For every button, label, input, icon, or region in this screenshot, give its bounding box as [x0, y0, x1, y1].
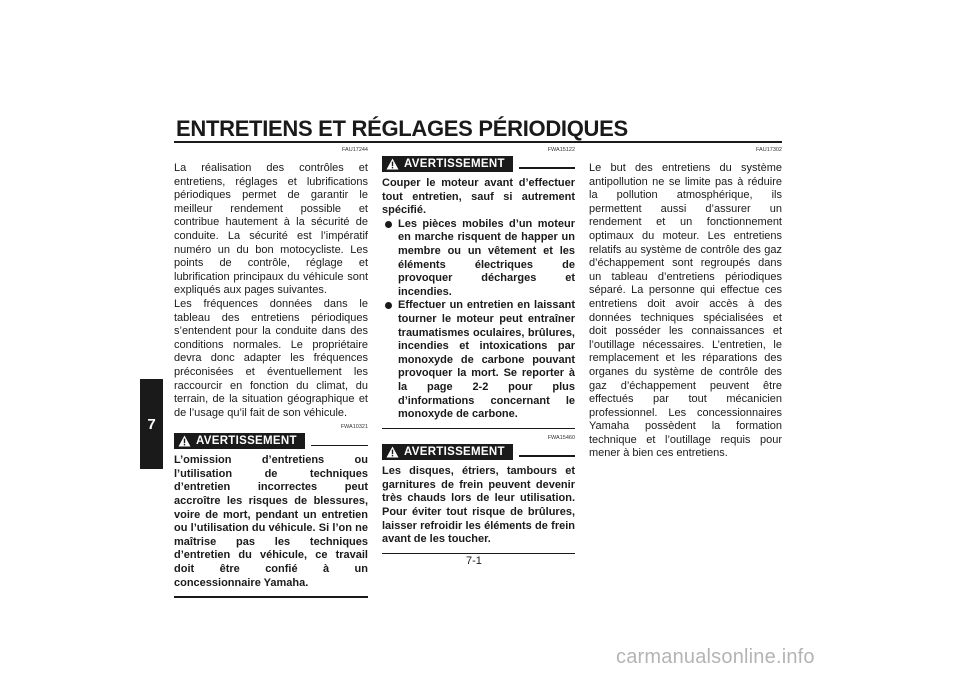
warning-rule	[519, 167, 575, 169]
chapter-number: 7	[147, 415, 156, 433]
warning-label: AVERTISSEMENT	[404, 158, 505, 170]
warning-text: Les disques, étriers, tambours et garnitures de frein peuvent devenir très chauds lors de leur utilisation. Pour éviter tout risque de brûlures, laisser refroidir les éléments de frein avant de les toucher.	[382, 465, 575, 546]
warning-triangle-icon	[386, 158, 399, 170]
page-title: ENTRETIENS ET RÉGLAGES PÉRIODIQUES	[176, 116, 628, 141]
watermark: carmanualsonline.info	[616, 646, 815, 668]
column-2	[382, 145, 575, 554]
warning-text: L’omission d’entretiens ou l’utilisation de techniques d’entretien incorrectes peut accroître les risques de blessures, voire de mort, pendant un entretien ou l’utilisation du véhicule. Si l’on ne maîtrise pas les techniques d’entretien du véhicule, ce travail doit être confié à un concessionnaire Yamaha.	[174, 454, 368, 589]
column-3	[589, 145, 782, 461]
paragraph-frequencies: Les fréquences données dans le tableau des entretiens périodiques s’entendent pour la conduite dans des conditions normales. Le propriétaire devra donc adapter les fréquences préconisées et éventuellement les raccourcir en fonction du climat, du terrain, de la situation géographique et de l’usage qu’il fait de son véhicule.	[174, 297, 368, 419]
warning-header	[382, 444, 575, 460]
warning-intro: Couper le moteur avant d’effectuer tout entretien, sauf si autrement spécifié.	[382, 177, 575, 217]
bullet-text: Les pièces mobiles d’un moteur en marche risquent de happer un membre ou un vêtement et les éléments électriques de provoquer décharges et incendies.	[398, 217, 575, 298]
warning-code: FWA10321	[340, 424, 368, 431]
title-rule	[174, 141, 782, 143]
warning-rule	[519, 455, 575, 457]
paragraph-intro: La réalisation des contrôles et entretiens, réglages et lubrifications périodiques permet de garantir le meilleur rendement possible et contribue hautement à la sécurité de conduite. La sécurité est l’impératif numéro un du bon motocycliste. Les points de contrôle, réglage et lubrification principaux du véhicule sont expliqués aux pages suivantes.	[174, 162, 368, 297]
section-code: FAU17302	[756, 147, 782, 153]
warning-badge	[174, 433, 305, 449]
warning-bullet-list	[382, 218, 575, 422]
warning-triangle-icon	[178, 435, 191, 447]
warning-code: FWA15460	[547, 435, 575, 442]
warning-badge	[382, 444, 513, 460]
column-1	[174, 145, 368, 598]
paragraph-emissions: Le but des entretiens du système antipollution ne se limite pas à réduire la pollution atmosphérique, ils permettent aussi d’assurer un rendement et un fonctionnement optimaux du moteur. Les entretiens relatifs au système de contrôle des gaz d’échappement sont regroupés dans un tableau d’entretiens périodiques séparé. La personne qui effectue ces entretiens doit avoir accès à des données techniques spécialisées et doit posséder les connaissances et l’outillage nécessaires. L’entretien, le remplacement et les réparations des organes du système de contrôle des gaz d’échappement peuvent être effectués par tout mécanicien professionnel. Les concessionnaires Yamaha possèdent la formation technique et l’outillage requis pour mener à bien ces entretiens.	[589, 162, 782, 460]
chapter-tab	[140, 379, 163, 469]
warning-label: AVERTISSEMENT	[404, 446, 505, 459]
bullet-icon	[385, 302, 392, 309]
warning-header	[174, 433, 368, 449]
warning-rule	[311, 445, 368, 447]
warning-end-rule	[382, 428, 575, 430]
warning-label: AVERTISSEMENT	[196, 435, 297, 448]
warning-badge	[382, 156, 513, 172]
list-item	[382, 299, 575, 421]
warning-header	[382, 156, 575, 172]
page-number: 7-1	[466, 555, 482, 567]
section-code: FAU17244	[342, 147, 368, 153]
bullet-text: Effectuer un entretien en laissant tourner le moteur peut entraîner traumatismes oculaires, brûlures, incendies et intoxications par monoxyde de carbone pouvant provoquer la mort. Se reporter à la page 2-2 pour plus d’informations concernant le monoxyde de carbone.	[398, 299, 575, 421]
warning-end-rule	[174, 596, 368, 598]
bullet-icon	[385, 221, 392, 228]
warning-triangle-icon	[386, 446, 399, 458]
warning-code: FWA15122	[547, 147, 575, 153]
list-item	[382, 218, 575, 300]
